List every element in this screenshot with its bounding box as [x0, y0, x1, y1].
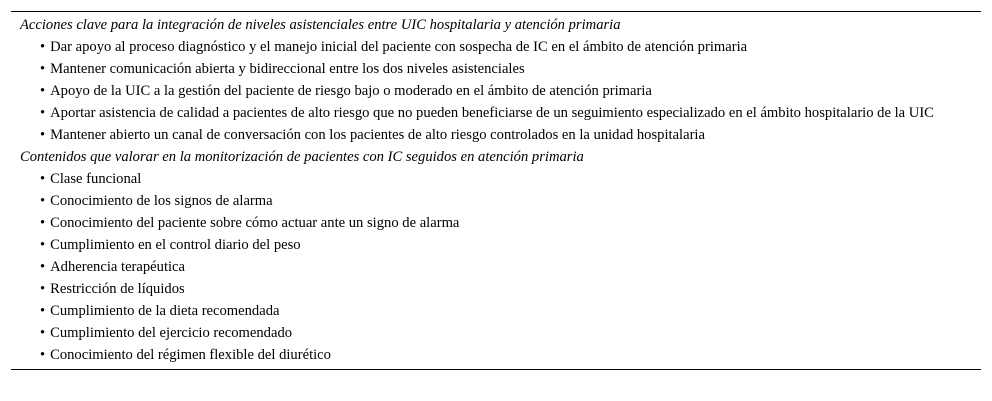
- list-item-text: Conocimiento de los signos de alarma: [50, 193, 273, 209]
- section-title-monitoring-contents: Contenidos que valorar en la monitorización de pacientes con IC seguidos en atención primaria: [20, 149, 584, 165]
- list-item: [11, 80, 981, 102]
- bullet-icon: •: [40, 325, 46, 341]
- list-item: [11, 58, 981, 80]
- list-item-text: Cumplimiento del ejercicio recomendado: [50, 325, 293, 341]
- list-item-text: Clase funcional: [50, 171, 142, 187]
- list-item: [11, 278, 981, 300]
- list-item: [11, 344, 981, 366]
- list-item: [11, 212, 981, 234]
- list-item: [11, 234, 981, 256]
- section-title-integration-actions: Acciones clave para la integración de niveles asistenciales entre UIC hospitalaria y atención primaria: [20, 17, 621, 33]
- bullet-icon: •: [40, 303, 46, 319]
- bullet-icon: •: [40, 127, 46, 143]
- list-item-text: Restricción de líquidos: [50, 281, 185, 297]
- list-item-text: Mantener abierto un canal de conversación con los pacientes de alto riesgo controlados en la unidad hospitalaria: [50, 127, 705, 143]
- list-item-text: Apoyo de la UIC a la gestión del paciente de riesgo bajo o moderado en el ámbito de atención primaria: [50, 83, 652, 99]
- key-actions-table: [11, 11, 981, 370]
- list-item-text: Adherencia terapéutica: [50, 259, 186, 275]
- bullet-icon: •: [40, 259, 46, 275]
- list-item-text: Cumplimiento en el control diario del peso: [50, 237, 301, 253]
- bullet-icon: •: [40, 61, 46, 77]
- bullet-icon: •: [40, 39, 46, 55]
- section-integration-actions: [11, 14, 981, 146]
- list-item-text: Conocimiento del régimen flexible del diurético: [50, 347, 331, 363]
- bullet-icon: •: [40, 193, 46, 209]
- list-item-text: Dar apoyo al proceso diagnóstico y el manejo inicial del paciente con sospecha de IC en el ámbito de atención primaria: [50, 39, 748, 55]
- list-item: [11, 300, 981, 322]
- list-item: [11, 102, 981, 124]
- section-monitoring-contents: [11, 146, 981, 366]
- list-item-text: Cumplimiento de la dieta recomendada: [50, 303, 280, 319]
- bullet-icon: •: [40, 215, 46, 231]
- list-item-text: Aportar asistencia de calidad a pacientes de alto riesgo que no pueden beneficiarse de un seguimiento especializado en el ámbito hospitalario de la UIC: [50, 105, 934, 121]
- bullet-icon: •: [40, 105, 46, 121]
- bullet-icon: •: [40, 281, 46, 297]
- list-item: [11, 190, 981, 212]
- list-item: [11, 322, 981, 344]
- list-item: [11, 124, 981, 146]
- list-item-text: Mantener comunicación abierta y bidireccional entre los dos niveles asistenciales: [50, 61, 525, 77]
- list-item: [11, 36, 981, 58]
- list-item-text: Conocimiento del paciente sobre cómo actuar ante un signo de alarma: [50, 215, 460, 231]
- bullet-icon: •: [40, 83, 46, 99]
- bullet-icon: •: [40, 171, 46, 187]
- bullet-icon: •: [40, 237, 46, 253]
- list-item: [11, 256, 981, 278]
- list-item: [11, 168, 981, 190]
- bullet-icon: •: [40, 347, 46, 363]
